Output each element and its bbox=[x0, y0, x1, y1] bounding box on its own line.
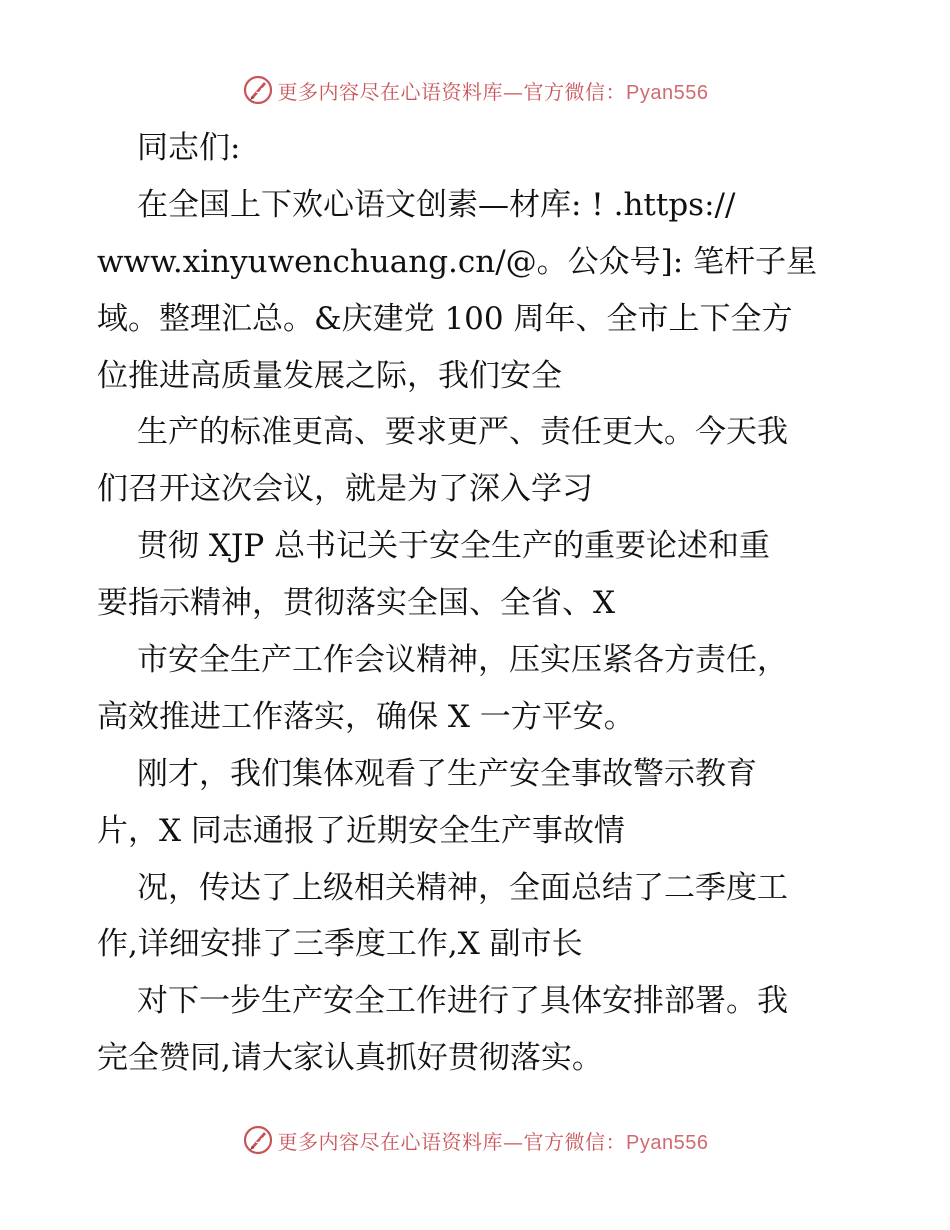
quill-pen-icon bbox=[242, 1124, 274, 1156]
text-line: 在全国上下欢心语文创素—材库: ! .https:// bbox=[137, 186, 736, 223]
text-line: 对下一步生产安全工作进行了具体安排部署。我 bbox=[137, 983, 788, 1020]
text-line: 们召开这次会议，就是为了深入学习 bbox=[97, 471, 593, 508]
text-line: 同志们: bbox=[137, 130, 241, 166]
footer-banner-text: 更多内容尽在心语资料库—官方微信：Pyan556 bbox=[277, 1129, 709, 1154]
text-line: 作,详细安排了三季度工作,X 副市长 bbox=[97, 926, 583, 963]
footer-wechat-account: Pyan556 bbox=[626, 1131, 709, 1154]
text-line: 要指示精神，贯彻落实全国、全省、X bbox=[97, 585, 616, 622]
quill-pen-icon bbox=[242, 74, 274, 106]
text-line: 域。整理汇总。&庆建党 100 周年、全市上下全方 bbox=[97, 300, 793, 337]
text-line: 生产的标准更高、要求更严、责任更大。今天我 bbox=[137, 414, 788, 451]
footer-banner bbox=[0, 1120, 950, 1160]
text-line: 刚才，我们集体观看了生产安全事故警示教育 bbox=[137, 755, 757, 792]
text-line: 贯彻 XJP 总书记关于安全生产的重要论述和重 bbox=[137, 528, 771, 565]
text-line: 市安全生产工作会议精神，压实压紧各方责任， bbox=[137, 642, 788, 679]
text-line: 完全赞同,请大家认真抓好贯彻落实。 bbox=[97, 1040, 603, 1077]
text-line: www.xinyuwenchuang.cn/@。公众号]: 笔杆子星 bbox=[97, 243, 818, 280]
header-banner bbox=[0, 70, 950, 110]
text-line: 况，传达了上级相关精神，全面总结了二季度工 bbox=[137, 869, 788, 906]
text-line: 位推进高质量发展之际，我们安全 bbox=[97, 357, 562, 394]
text-line: 高效推进工作落实，确保 X 一方平安。 bbox=[97, 698, 635, 735]
document-body bbox=[97, 120, 857, 1087]
header-banner-text: 更多内容尽在心语资料库—官方微信：Pyan556 bbox=[277, 79, 709, 104]
header-wechat-account: Pyan556 bbox=[626, 81, 709, 104]
text-line: 片，X 同志通报了近期安全生产事故情 bbox=[97, 812, 625, 849]
